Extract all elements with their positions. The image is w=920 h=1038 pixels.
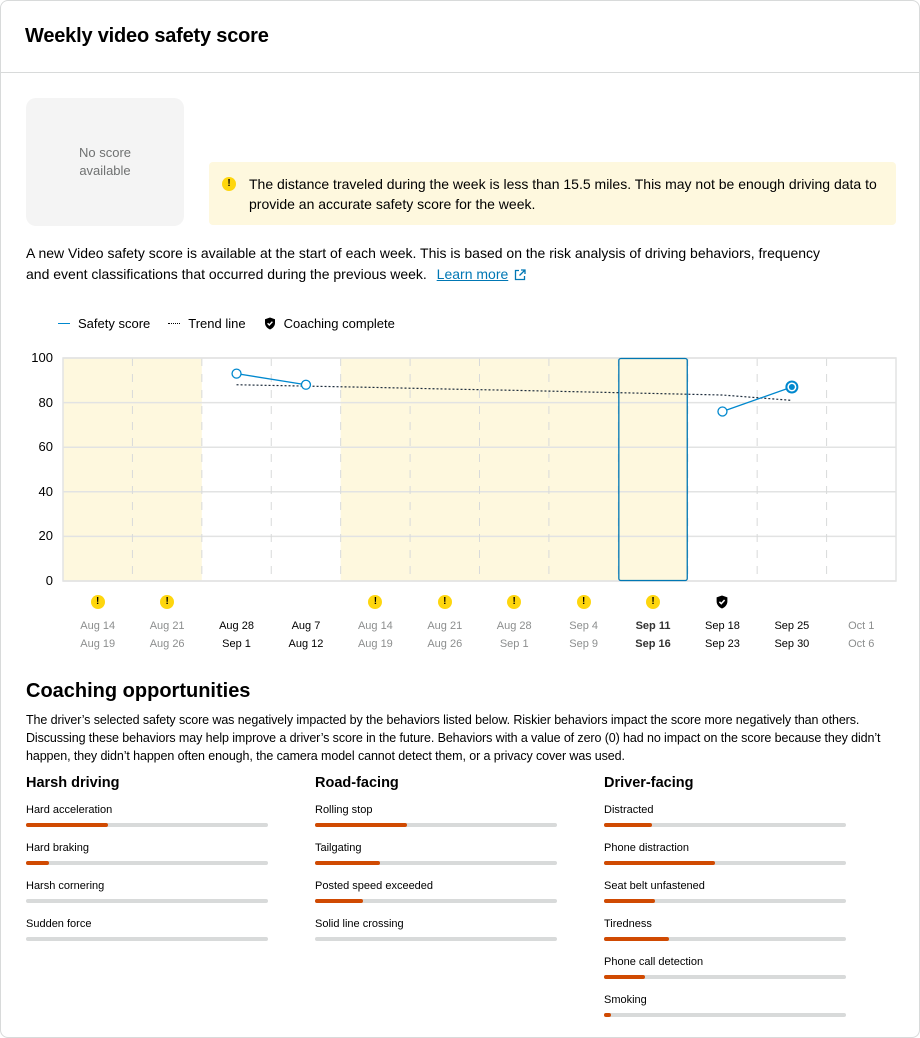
- x-axis-week-label[interactable]: [132, 617, 202, 653]
- warning-icon: !: [368, 595, 382, 609]
- behavior-label: Hard braking: [26, 842, 89, 854]
- legend-label: Coaching complete: [283, 316, 395, 331]
- week-start: Aug 21: [149, 620, 185, 632]
- behavior-label: Hard acceleration: [26, 804, 113, 816]
- behavior-bar: [26, 861, 268, 865]
- behavior-bar: [26, 937, 268, 941]
- warning-icon: !: [222, 177, 236, 191]
- low-distance-alert: [209, 162, 896, 225]
- week-start: Aug 21: [427, 620, 463, 632]
- x-axis-week-label[interactable]: [340, 617, 410, 653]
- page-title: Weekly video safety score: [25, 25, 269, 47]
- week-end: Aug 19: [357, 638, 393, 650]
- behavior-item: [604, 917, 846, 955]
- x-axis-week-label[interactable]: [479, 617, 549, 653]
- y-tick: 20: [38, 528, 53, 543]
- category-driver-facing: [604, 775, 846, 1031]
- week-start: Sep 18: [705, 620, 740, 632]
- behavior-label: Seat belt unfastened: [604, 880, 705, 892]
- behavior-bar: [604, 861, 846, 865]
- x-axis-week-label[interactable]: [618, 617, 688, 653]
- behavior-item: [315, 917, 557, 955]
- y-tick: 40: [38, 484, 53, 499]
- behavior-bar: [604, 1013, 846, 1017]
- week-start: Oct 1: [848, 620, 875, 632]
- x-axis-week-label[interactable]: [63, 617, 133, 653]
- week-start: Aug 7: [291, 620, 321, 632]
- coaching-description: The driver’s selected safety score was negatively impacted by the behaviors listed below. Riskier behaviors impact the score more negatively than others. Discussing these behaviors may help improve a driver’s score in the future. Behaviors with a value of zero (0) had no impact on the score because they didn’t happen, they didn’t happen often enough, the camera model cannot detect them, or a privacy cover was used.: [26, 713, 881, 763]
- behavior-item: [315, 879, 557, 917]
- learn-more-link[interactable]: Learn more: [436, 266, 509, 282]
- alert-text: The distance traveled during the week is less than 15.5 miles. This may not be enough driving data to provide an accurate safety score for the week.: [249, 176, 877, 212]
- week-end: Aug 26: [427, 638, 463, 650]
- behavior-label: Tiredness: [604, 918, 652, 930]
- behavior-item: [604, 879, 846, 917]
- week-start: Sep 25: [774, 620, 810, 632]
- y-tick: 0: [45, 573, 53, 588]
- shield-check-icon: [264, 317, 276, 330]
- x-axis-week-label[interactable]: [271, 617, 341, 653]
- x-axis-week-label[interactable]: [826, 617, 896, 653]
- dotted-line-icon: [168, 323, 180, 324]
- low-distance-band: [410, 358, 479, 581]
- x-axis-week-label[interactable]: [202, 617, 272, 653]
- behavior-bar-fill: [315, 823, 407, 827]
- category-road-facing: [315, 775, 557, 955]
- behavior-bar: [604, 823, 846, 827]
- y-tick: 100: [31, 350, 53, 365]
- week-end: Aug 19: [80, 638, 116, 650]
- category-title: Harsh driving: [26, 775, 120, 791]
- behavior-bar: [604, 975, 846, 979]
- behavior-bar: [604, 899, 846, 903]
- behavior-item: [604, 803, 846, 841]
- behavior-bar-fill: [26, 861, 49, 865]
- low-distance-band: [480, 358, 549, 581]
- warning-icon: !: [577, 595, 591, 609]
- behavior-item: [26, 841, 268, 879]
- behavior-item: [604, 993, 846, 1031]
- week-end: Sep 9: [569, 638, 598, 650]
- behavior-label: Harsh cornering: [26, 880, 105, 892]
- score-point[interactable]: [232, 369, 241, 378]
- behavior-label: Solid line crossing: [315, 918, 404, 930]
- week-end: Sep 23: [705, 638, 740, 650]
- legend-trend-line: [168, 316, 245, 331]
- week-end: Oct 6: [848, 638, 875, 650]
- score-placeholder: [26, 98, 184, 226]
- category-title: Road-facing: [315, 775, 399, 791]
- behavior-bar: [315, 823, 557, 827]
- behavior-label: Phone call detection: [604, 956, 704, 968]
- behavior-bar: [26, 823, 268, 827]
- behavior-bar: [604, 937, 846, 941]
- week-end: Sep 1: [499, 638, 529, 650]
- external-link-icon[interactable]: [514, 269, 526, 281]
- low-distance-band: [341, 358, 410, 581]
- behavior-item: [604, 955, 846, 993]
- behavior-item: [604, 841, 846, 879]
- behavior-bar-fill: [604, 823, 652, 827]
- behavior-bar-fill: [315, 861, 380, 865]
- week-end: Sep 1: [222, 638, 251, 650]
- behavior-item: [315, 841, 557, 879]
- coaching-title: Coaching opportunities: [26, 680, 251, 702]
- category-harsh-driving: [26, 775, 268, 955]
- week-end: Sep 16: [635, 638, 671, 650]
- score-description: [26, 243, 826, 285]
- chart-legend: [58, 316, 413, 331]
- behavior-bar: [315, 899, 557, 903]
- behavior-bar-fill: [604, 1013, 611, 1017]
- card-header: [1, 1, 919, 73]
- behavior-bar-fill: [604, 899, 655, 903]
- shield-check-icon: [715, 595, 729, 609]
- behavior-bar-fill: [315, 899, 363, 903]
- low-distance-band: [549, 358, 618, 581]
- behavior-item: [26, 879, 268, 917]
- score-placeholder-line2: available: [79, 163, 131, 178]
- behavior-label: Posted speed exceeded: [315, 880, 434, 892]
- week-end: Aug 12: [288, 638, 324, 650]
- warning-icon: !: [91, 595, 105, 609]
- score-point[interactable]: [301, 380, 310, 389]
- behavior-bar-fill: [26, 823, 108, 827]
- behavior-item: [315, 803, 557, 841]
- low-distance-band: [132, 358, 201, 581]
- behavior-label: Sudden force: [26, 918, 92, 930]
- behavior-label: Distracted: [604, 804, 654, 816]
- description-text: A new Video safety score is available at the start of each week. This is based on the risk analysis of driving behaviors, frequency and event classifications that occurred during the previous week.: [26, 245, 821, 282]
- week-start: Sep 4: [569, 620, 598, 632]
- warning-icon: !: [160, 595, 174, 609]
- week-start: Aug 28: [496, 620, 532, 632]
- behavior-bar: [315, 861, 557, 865]
- legend-coaching-complete: [264, 316, 395, 331]
- legend-safety-score: [58, 316, 150, 331]
- low-distance-band: [63, 358, 132, 581]
- warning-icon: !: [438, 595, 452, 609]
- behavior-bar-fill: [604, 937, 669, 941]
- score-point[interactable]: [718, 407, 727, 416]
- behavior-label: Tailgating: [315, 842, 362, 854]
- week-start: Aug 28: [219, 620, 254, 632]
- week-end: Aug 26: [149, 638, 185, 650]
- legend-label: Trend line: [188, 316, 246, 331]
- selected-score-point-center: [789, 384, 795, 390]
- y-tick: 60: [38, 439, 53, 454]
- safety-score-chart[interactable]: [21, 346, 901, 591]
- y-tick: 80: [38, 395, 53, 410]
- solid-line-icon: [58, 323, 70, 324]
- x-axis-week-label[interactable]: [757, 617, 827, 653]
- warning-icon: !: [646, 595, 660, 609]
- x-axis-week-label[interactable]: [687, 617, 757, 653]
- week-start: Sep 11: [635, 620, 671, 632]
- legend-label: Safety score: [78, 316, 151, 331]
- low-distance-band: [618, 358, 687, 581]
- week-start: Aug 14: [357, 620, 393, 632]
- category-title: Driver-facing: [604, 775, 694, 791]
- warning-icon: !: [507, 595, 521, 609]
- behavior-item: [26, 917, 268, 955]
- behavior-bar-fill: [604, 975, 645, 979]
- x-axis-week-label[interactable]: [410, 617, 480, 653]
- behavior-bar: [26, 899, 268, 903]
- behavior-bar-fill: [604, 861, 715, 865]
- behavior-item: [26, 803, 268, 841]
- week-start: Aug 14: [80, 620, 116, 632]
- score-placeholder-line1: No score: [78, 145, 132, 160]
- x-axis-week-label[interactable]: [549, 617, 619, 653]
- behavior-label: Smoking: [604, 994, 647, 1006]
- week-end: Sep 30: [774, 638, 810, 650]
- behavior-bar: [315, 937, 557, 941]
- behavior-label: Phone distraction: [604, 842, 689, 854]
- behavior-label: Rolling stop: [315, 804, 373, 816]
